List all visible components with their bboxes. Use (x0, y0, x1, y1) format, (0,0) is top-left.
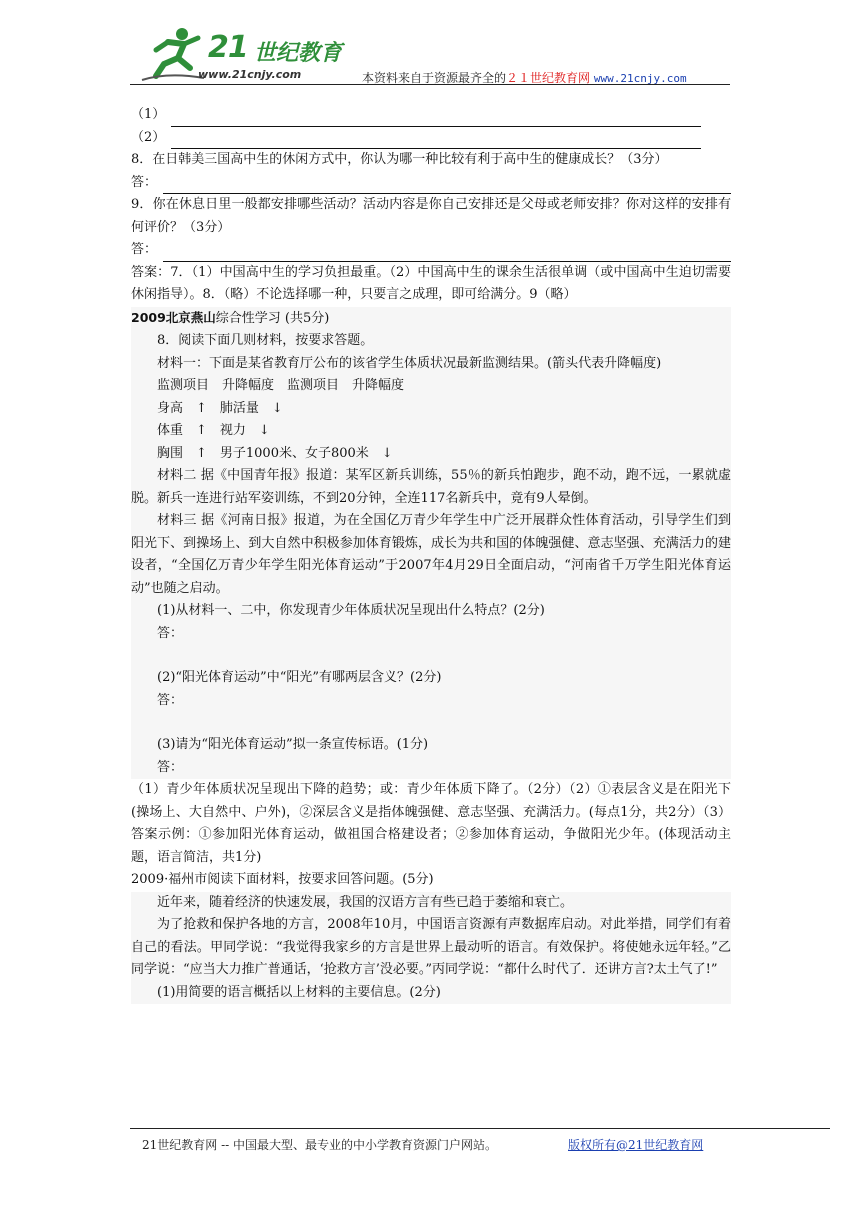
footer-divider (130, 1128, 830, 1129)
page-footer (130, 1128, 830, 1152)
answer-line[interactable] (163, 247, 731, 262)
section-title (131, 307, 731, 331)
fuzhou-sub-question-1: (1)用简要的语言概括以上材料的主要信息。(2分) (157, 984, 441, 1000)
site-logo (138, 24, 348, 84)
answer-line[interactable] (171, 112, 701, 127)
question-8: 8．在日韩美三国高中生的休闲方式中，你认为哪一种比较有利于高中生的健康成长？（3分） (131, 152, 668, 167)
question-8-answer (131, 172, 731, 195)
blank-label-1: （1） (131, 107, 166, 122)
sub-question-2-answer[interactable]: 答： (157, 692, 184, 708)
table-row: 胸围 ↑ 男子1000米、女子800米 ↓ (157, 445, 393, 461)
answer-blank-1 (131, 104, 731, 127)
section-title-rest: 综合性学习 (共5分) (215, 310, 330, 326)
tagline-text: 本资料来自于资源最齐全的 (362, 71, 507, 85)
table-row: 身高 ↑ 肺活量 ↓ (157, 400, 283, 416)
material-3: 材料三 据《河南日报》报道，为在全国亿万青少年学生中广泛开展群众性体育活动，引导学生们到阳光下、到操场上、到大自然中积极参加体育锻炼，成长为共和国的体魄强健、意志坚强、充满活力的建设者，“全国亿万青少年学生阳光体育运动”于2007年4月29日全面启动，“河南省千万学生阳光体育运动”也随之启动。 (131, 513, 731, 596)
answer-blank-2 (131, 127, 731, 150)
page-header (130, 20, 730, 86)
header-divider (130, 84, 730, 85)
section-fuzhou-title: 2009·福州市阅读下面材料，按要求回答问题。(5分) (131, 872, 434, 887)
logo-number: 21 (208, 30, 248, 65)
tagline-url[interactable]: www.21cnjy.com (593, 72, 687, 85)
logo-url: www.21cnjy.com (198, 68, 302, 81)
question-9: 9．你在休息日里一般都安排哪些活动？活动内容是你自己安排还是父母或老师安排？你对这样的安排有何评价？（3分） (131, 197, 731, 235)
answer-label: 答： (131, 242, 158, 257)
question-9-answer (131, 239, 731, 262)
section-title-bold: 2009北京燕山 (131, 309, 216, 325)
answer-line[interactable] (171, 134, 701, 149)
material-1: 材料一：下面是某省教育厅公布的该省学生体质状况最新监测结果。(箭头代表升降幅度) (157, 355, 662, 371)
question-intro: 8．阅读下面几则材料，按要求答题。 (157, 333, 374, 348)
section-yanshan (131, 307, 731, 780)
answer-key-2: （1）青少年体质状况呈现出下降的趋势；或：青少年体质下降了。（2分）（2）①表层含义是在阳光下(操场上、大自然中、户外)，②深层含义是指体魄强健、意志坚强、充满活力。(每点1分，共2分）（3）答案示例：①参加阳光体育运动，做祖国合格建设者；②参加体育运动，争做阳光少年。(体现活动主题，语言简洁，共1分) (131, 782, 731, 865)
sub-question-2: (2)“阳光体育运动”中“阳光”有哪两层含义？(2分) (157, 670, 442, 685)
blank-label-2: （2） (131, 129, 166, 145)
sub-question-1: (1)从材料一、二中，你发现青少年体质状况呈现出什么特点？(2分) (157, 603, 545, 618)
document-body (131, 104, 731, 1004)
fuzhou-paragraph-1: 近年来，随着经济的快速发展，我国的汉语方言有些已趋于萎缩和衰亡。 (157, 894, 574, 910)
sub-question-3-answer[interactable]: 答： (157, 759, 184, 775)
logo-text: 世纪教育 (254, 41, 343, 66)
tagline-site-name: ２１世纪教育网 (506, 71, 591, 85)
footer-text: 21世纪教育网 -- 中国最大型、最专业的中小学教育资源门户网站。 (142, 1138, 498, 1152)
answer-label: 答： (131, 174, 158, 190)
sub-question-3: (3)请为“阳光体育运动”拟一条宣传标语。(1分) (157, 737, 429, 752)
table-row: 体重 ↑ 视力 ↓ (157, 423, 270, 438)
material-2: 材料二 据《中国青年报》报道：某军区新兵训练，55％的新兵怕跑步，跑不动，跑不远，一累就虚脱。新兵一连进行站军姿训练，不到20分钟，全连117名新兵中，竟有9人晕倒。 (131, 468, 731, 506)
fuzhou-paragraph-2: 为了抢救和保护各地的方言，2008年10月，中国语言资源有声数据库启动。对此举措，同学们有着自己的看法。甲同学说：“我觉得我家乡的方言是世界上最动听的语言。有效保护。将使她永远年轻。”乙同学说：“应当大力推广普通话，‘抢救方言’没必要。”丙同学说：“都什么时代了．还讲方言?太土气了!” (131, 917, 731, 977)
section-fuzhou (131, 892, 731, 1005)
answer-key-1: 答案：7．（1）中国高中生的学习负担最重。（2）中国高中生的课余生活很单调（或中国高中生迫切需要休闲指导）。8．（略）不论选择哪一种，只要言之成理，即可给满分。9（略） (131, 264, 731, 302)
answer-line[interactable] (163, 179, 731, 194)
table-header: 监测项目 升降幅度 监测项目 升降幅度 (157, 378, 405, 393)
copyright-link[interactable]: 版权所有@21世纪教育网 (568, 1138, 704, 1152)
sub-question-1-answer[interactable]: 答： (157, 625, 184, 641)
